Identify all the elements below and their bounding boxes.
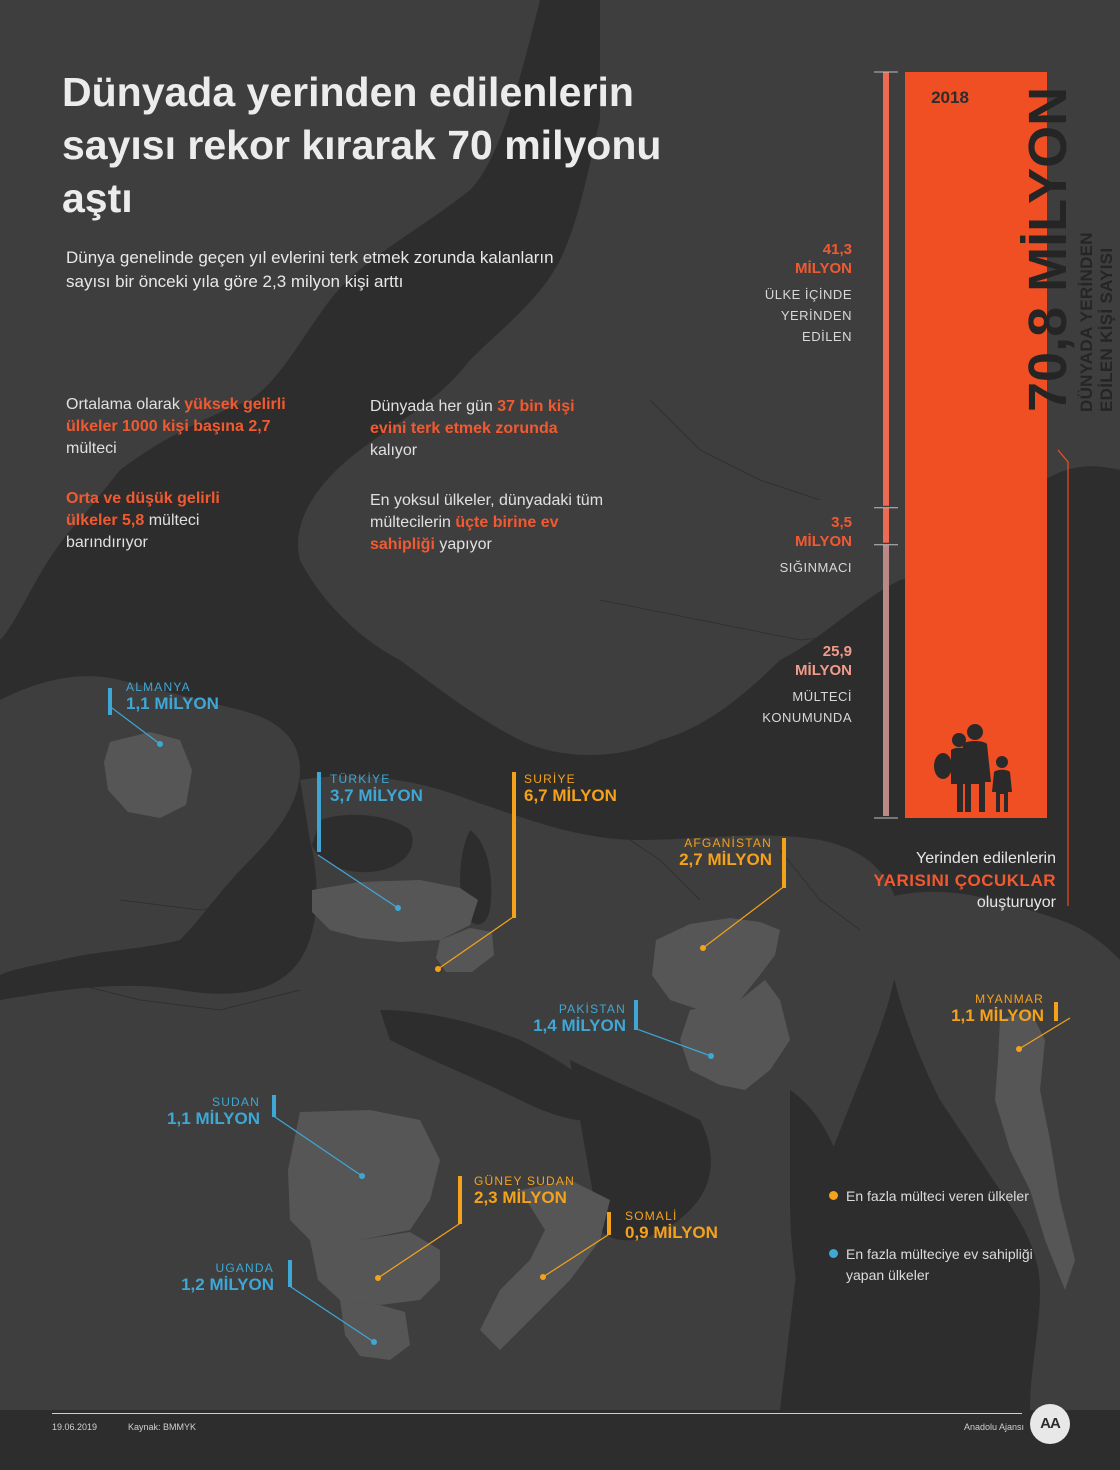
total-panel [905, 72, 1116, 818]
total-rotated [1019, 87, 1117, 412]
segment-idp [883, 72, 889, 506]
fact-text: yapıyor [434, 536, 492, 553]
country-value: 3,7 MİLYON [330, 786, 423, 805]
children-note [800, 848, 1056, 914]
callout-line-suriye [438, 915, 516, 969]
country-label-somali [625, 1209, 718, 1243]
country-name: SUDAN [211, 1095, 260, 1109]
fact-text: Dünyada her gün [370, 398, 498, 415]
segment-asylum [883, 508, 889, 543]
callout-line-somali [543, 1233, 611, 1277]
family-icon [933, 722, 1023, 814]
callout-line-uganda [288, 1285, 374, 1342]
country-value: 2,3 MİLYON [474, 1188, 567, 1207]
total-value: 70,8 MİLYON [1018, 86, 1078, 412]
country-label-turkiye [330, 772, 423, 806]
country-name: TÜRKİYE [330, 772, 391, 786]
children-text: Yerinden edilenlerin [916, 850, 1056, 867]
country-name: ALMANYA [126, 680, 191, 694]
country-label-guney-sudan [474, 1174, 575, 1208]
year-label: 2018 [931, 88, 969, 107]
fact-text: En yoksul ülkeler, dünyadaki tüm mültecilerin [370, 492, 604, 531]
stat-unit: MİLYON [795, 260, 852, 277]
stat-unit: MİLYON [795, 533, 852, 550]
country-value: 1,4 MİLYON [533, 1016, 626, 1035]
stat-idp [692, 240, 852, 347]
stat-label: SIĞINMACI [779, 560, 852, 575]
footer-agency: Anadolu Ajansı [963, 1422, 1024, 1432]
country-name: PAKİSTAN [558, 1002, 626, 1016]
fact-text: kalıyor [370, 442, 418, 459]
fact-highlight: 37 bin kişi evini terk etmek zorunda [370, 398, 575, 437]
fact-text: Ortalama olarak [66, 396, 185, 413]
country-label-pakistan [500, 1002, 626, 1036]
location-dot-pakistan [708, 1053, 714, 1059]
children-highlight: YARISINI ÇOCUKLAR [873, 871, 1056, 890]
stat-value: 3,5 [831, 514, 852, 531]
country-value: 0,9 MİLYON [625, 1223, 718, 1242]
stat-label: EDİLEN [802, 329, 852, 344]
country-label-almanya [126, 680, 219, 714]
total-label: EDİLEN KİŞİ SAYISI [1097, 247, 1116, 412]
legend-host: En fazla mülteciye ev sahipliği yapan ülkeler [846, 1246, 1033, 1283]
stat-unit: MİLYON [795, 662, 852, 679]
country-name: AFGANİSTAN [684, 836, 772, 850]
segment-refugee [883, 545, 889, 816]
legend-source: En fazla mülteci veren ülkeler [846, 1188, 1029, 1204]
footer-date: 19.06.2019 [52, 1422, 98, 1432]
fact-text: mülteci barındırıyor [66, 512, 200, 551]
country-name: SURİYE [524, 772, 576, 786]
location-dot-guney-sudan [375, 1275, 381, 1281]
stat-label: ÜLKE İÇİNDE [764, 287, 852, 302]
agency-logo: AA [1030, 1404, 1070, 1444]
country-value: 6,7 MİLYON [524, 786, 617, 805]
location-dot-myanmar [1016, 1046, 1022, 1052]
country-name: SOMALİ [625, 1209, 678, 1223]
children-bracket [1056, 448, 1072, 910]
footer-source: Kaynak: BMMYK [128, 1422, 197, 1432]
children-text: oluşturuyor [976, 894, 1056, 911]
location-dot-afganistan [700, 945, 706, 951]
country-name: GÜNEY SUDAN [474, 1174, 575, 1188]
country-value: 1,2 MİLYON [181, 1275, 274, 1294]
fact-highlight: yüksek gelirli ülkeler 1000 kişi başına 2,7 [66, 396, 286, 435]
page-subtitle: Dünya genelinde geçen yıl evlerini terk etmek zorunda kalanların sayısı bir önceki yıla göre 2,3 milyon kişi arttı [66, 248, 554, 291]
stat-label: YERİNDEN [780, 308, 852, 323]
legend-host-dot [829, 1249, 838, 1258]
country-label-afganistan [640, 836, 772, 870]
country-name: MYANMAR [975, 992, 1044, 1006]
stat-label: MÜLTECİ [792, 689, 852, 704]
country-value: 1,1 MİLYON [126, 694, 219, 713]
stat-asylum [692, 513, 852, 578]
callout-line-pakistan [634, 1028, 711, 1056]
stat-value: 41,3 [822, 241, 852, 258]
country-label-suriye [524, 772, 617, 806]
country-value: 2,7 MİLYON [679, 850, 772, 869]
country-label-sudan [140, 1095, 260, 1129]
country-name: UGANDA [215, 1261, 274, 1275]
country-label-myanmar [920, 992, 1044, 1026]
country-label-uganda [150, 1261, 274, 1295]
legend-source-dot [829, 1191, 838, 1200]
stat-refugee [692, 642, 852, 728]
page-title: Dünyada yerinden edilenlerin sayısı rekor kırarak 70 milyonu aştı [62, 69, 662, 221]
location-dot-suriye [435, 966, 441, 972]
footer-divider [52, 1413, 1022, 1414]
location-dot-turkiye [395, 905, 401, 911]
callout-line-sudan [272, 1115, 362, 1176]
location-dot-almanya [157, 741, 163, 747]
callout-line-afganistan [703, 885, 786, 948]
callout-line-turkiye [318, 855, 398, 908]
location-dot-uganda [371, 1339, 377, 1345]
fact-highlight: üçte birine ev sahipliği [370, 514, 559, 553]
stat-value: 25,9 [822, 643, 852, 660]
fact-text: mülteci [66, 440, 117, 457]
location-dot-somali [540, 1274, 546, 1280]
country-value: 1,1 MİLYON [951, 1006, 1044, 1025]
fact-highlight: Orta ve düşük gelirli ülkeler 5,8 [66, 490, 220, 529]
callout-line-guney-sudan [378, 1222, 462, 1278]
total-label: DÜNYADA YERİNDEN [1077, 232, 1096, 412]
stat-label: KONUMUNDA [762, 710, 852, 725]
breakdown-scale [860, 60, 900, 830]
location-dot-sudan [359, 1173, 365, 1179]
country-value: 1,1 MİLYON [167, 1109, 260, 1128]
